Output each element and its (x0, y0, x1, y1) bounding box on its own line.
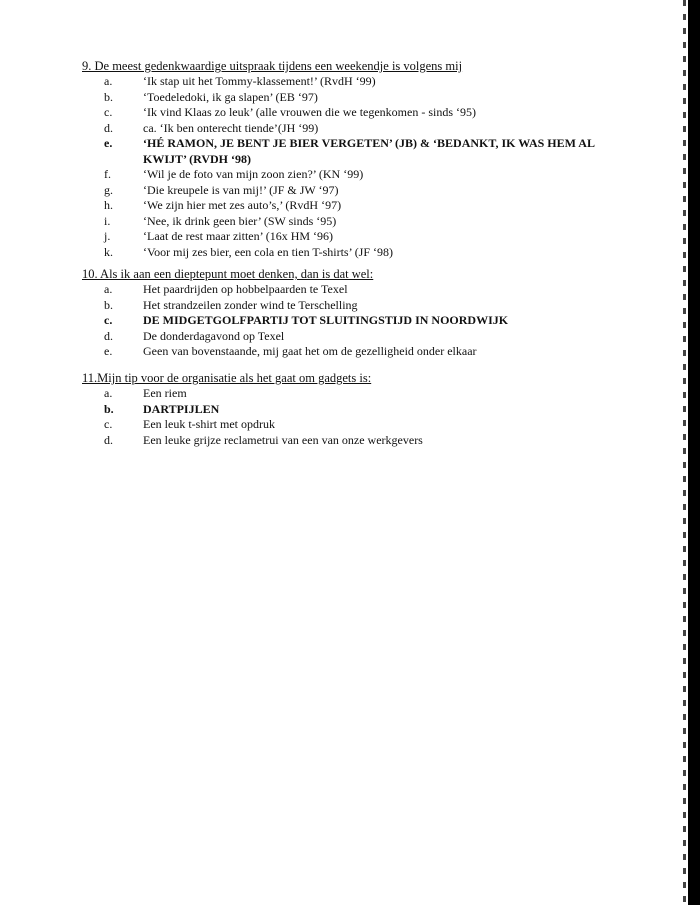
answer-letter: d. (104, 432, 113, 447)
question-title: 9. De meest gedenkwaardige uitspraak tijdens een weekendje is volgens mij (82, 59, 463, 73)
answer-letter: e. (104, 136, 113, 150)
answer-letter: a. (104, 386, 113, 400)
answer-item (82, 74, 602, 90)
answer-text: ‘Toedeledoki, ik ga slapen’ (EB ‘97) (143, 89, 318, 104)
answer-item (82, 417, 602, 433)
answer-text: DE MIDGETGOLFPARTIJ TOT SLUITINGSTIJD IN NOORDWIJK (143, 313, 509, 327)
answer-text: DARTPIJLEN (143, 401, 220, 416)
answer-letter: j. (104, 229, 111, 243)
answer-list (82, 282, 602, 360)
answer-text: Een riem (143, 386, 187, 400)
answer-item (82, 344, 602, 360)
answer-item (82, 386, 602, 402)
answer-item-highlighted (82, 313, 602, 329)
question-9 (82, 59, 602, 260)
answer-text: ‘Laat de rest maar zitten’ (16x HM ‘96) (143, 229, 334, 243)
answer-item (82, 282, 602, 298)
answer-letter: a. (104, 282, 113, 296)
answer-letter: b. (104, 297, 113, 312)
answer-text: De donderdagavond op Texel (143, 328, 285, 343)
answer-letter: c. (104, 417, 113, 431)
answer-text: ‘Wil je de foto van mijn zoon zien?’ (KN ‘99) (143, 167, 364, 181)
answer-letter: h. (104, 198, 113, 212)
question-11 (82, 371, 602, 448)
answer-item (82, 298, 602, 314)
answer-item-highlighted (82, 136, 602, 167)
answer-list (82, 74, 602, 260)
answer-text: Het strandzeilen zonder wind te Terschelling (143, 297, 358, 312)
answer-text: Een leuk t-shirt met opdruk (143, 417, 275, 431)
answer-item (82, 183, 602, 199)
answer-letter: d. (104, 328, 113, 343)
answer-letter: e. (104, 344, 113, 358)
answer-list (82, 386, 602, 448)
answer-item (82, 229, 602, 245)
answer-text: Het paardrijden op hobbelpaarden te Texel (143, 282, 348, 296)
answer-letter: g. (104, 182, 113, 197)
answer-letter: k. (104, 244, 113, 259)
answer-text: ‘We zijn hier met zes auto’s,’ (RvdH ‘97) (143, 198, 342, 212)
answer-item (82, 121, 602, 137)
question-10 (82, 267, 602, 360)
answer-item (82, 167, 602, 183)
answer-item (82, 198, 602, 214)
answer-text: Een leuke grijze reclametrui van een van onze werkgevers (143, 432, 423, 447)
answer-letter: i. (104, 213, 111, 228)
answer-letter: a. (104, 74, 113, 88)
answer-text: ‘Die kreupele is van mij!’ (JF & JW ‘97) (143, 182, 339, 197)
answer-text: ‘Nee, ik drink geen bier’ (SW sinds ‘95) (143, 213, 337, 228)
answer-text: ‘HÉ RAMON, JE BENT JE BIER VERGETEN’ (JB) & ‘BEDANKT, IK WAS HEM AL KWIJT’ (RVDH ‘98) (143, 136, 595, 166)
question-title: 10. Als ik aan een dieptepunt moet denken, dan is dat wel: (82, 267, 374, 281)
answer-letter: b. (104, 401, 114, 416)
answer-letter: f. (104, 167, 111, 181)
answer-item (82, 105, 602, 121)
scan-edge-marks (683, 0, 686, 905)
answer-item (82, 214, 602, 230)
answer-letter: c. (104, 313, 113, 327)
answer-item (82, 245, 602, 261)
answer-letter: d. (104, 120, 113, 135)
scan-edge-bar (688, 0, 700, 905)
answer-text: ‘Voor mij zes bier, een cola en tien T-shirts’ (JF ‘98) (143, 244, 394, 259)
question-title: 11.Mijn tip voor de organisatie als het gaat om gadgets is: (82, 371, 372, 385)
answer-item-highlighted (82, 402, 602, 418)
answer-letter: c. (104, 105, 113, 119)
answer-letter: b. (104, 89, 113, 104)
answer-item (82, 329, 602, 345)
answer-text: ‘Ik vind Klaas zo leuk’ (alle vrouwen die we tegenkomen - sinds ‘95) (143, 105, 477, 119)
answer-text: Geen van bovenstaande, mij gaat het om de gezelligheid onder elkaar (143, 344, 477, 358)
answer-text: ‘Ik stap uit het Tommy-klassement!’ (RvdH ‘99) (143, 74, 376, 88)
answer-text: ca. ‘Ik ben onterecht tiende’(JH ‘99) (143, 120, 319, 135)
answer-item (82, 90, 602, 106)
answer-item (82, 433, 602, 449)
